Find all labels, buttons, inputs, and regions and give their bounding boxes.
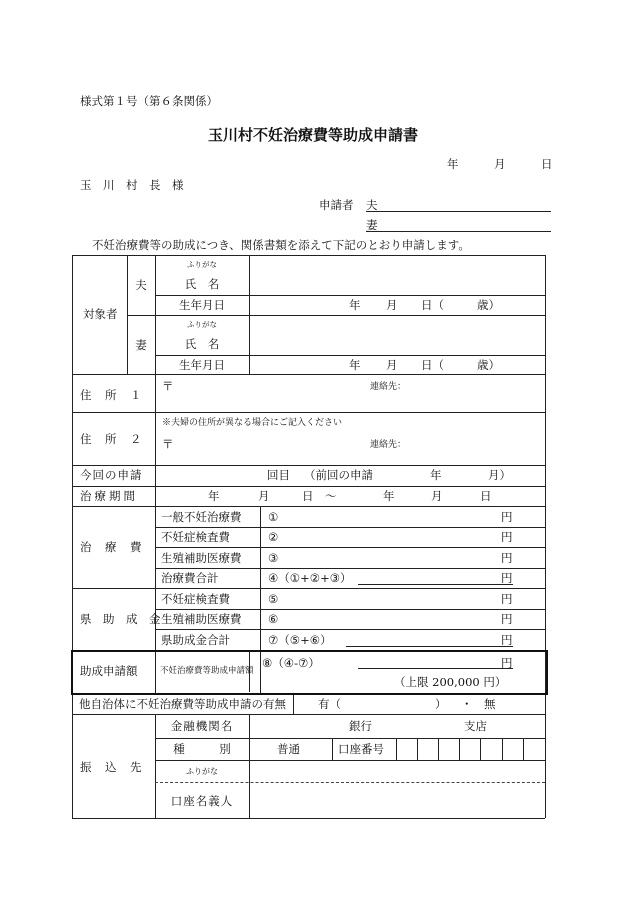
wife-name-label: 氏 名 [184,337,220,351]
subject-wife-label: 妻 [135,338,147,352]
bank-label: 振 込 先 [80,760,143,774]
period-start-year: 年 [208,489,220,503]
wife-dob-day: 日（ [421,358,444,372]
date-day-label: 日 [541,157,553,171]
grant-limit: （上限 200,000 円） [394,675,507,689]
date-month-label: 月 [494,157,506,171]
intro-text: 不妊治療費等の助成につき、関係書類を添えて下記のとおり申請します。 [92,238,470,252]
prefecture-row-yen: 円 [501,633,513,647]
prefecture-row-name: 生殖補助医療費 [161,612,242,626]
application-count-label: 今回の申請 [80,468,143,482]
treatment-row-num: ③ [268,551,279,565]
address2-contact: 連絡先： [370,440,407,450]
address1-contact: 連絡先： [370,382,407,392]
prefecture-total-field[interactable] [346,646,513,647]
prefecture-row-yen: 円 [501,612,513,626]
count-prev-year: 年 [430,468,442,482]
husband-age: 歳） [477,298,500,312]
grant-amount-field[interactable] [358,668,513,669]
other-no[interactable]: 無 [484,697,496,711]
treatment-row-name: 一般不妊治療費 [161,510,242,524]
wife-furigana-label: ふりがな [187,320,217,329]
bank-branch: 支店 [464,719,487,733]
husband-dob-day: 日（ [421,298,444,312]
bank-account-no-label: 口座番号 [338,742,384,756]
period-end-year: 年 [383,489,395,503]
period-start-day: 日 〜 [302,489,337,503]
address1-field[interactable] [176,376,366,410]
treatment-row-yen: 円 [501,510,513,524]
wife-age: 歳） [477,358,500,372]
applicant-wife-field[interactable] [366,231,551,232]
applicant-husband-label: 夫 [366,198,378,212]
bank-word: 銀行 [349,719,372,733]
period-label: 治療期間 [80,489,138,503]
prefecture-label: 県 助 成 金 [80,612,161,626]
address2-field[interactable] [176,432,366,462]
grant-label: 助成申請額 [80,664,138,678]
treatment-label: 治 療 費 [80,540,143,554]
grant-yen: 円 [501,656,513,670]
treatment-row-name: 生殖補助医療費 [161,551,242,565]
count-times: 回目 [267,468,290,482]
applicant-husband-field[interactable] [366,211,551,212]
applicant-wife-label: 妻 [366,218,378,232]
bank-type-regular[interactable]: 普通 [277,742,300,756]
bank-furigana-label: ふりがな [186,767,218,776]
treatment-row-yen: 円 [501,530,513,544]
treatment-row-name: 治療費合計 [161,571,219,585]
count-prev: （前回の申請 [304,468,373,482]
grant-sub-label: 不妊治療費等助成申請額 [160,666,254,676]
addressee: 玉 川 村 長 様 [80,178,184,192]
address1-label: 住 所 １ [80,388,143,402]
address2-label: 住 所 ２ [80,432,143,446]
address1-postal: 〒 [162,379,174,393]
other-yes[interactable]: 有（ [318,697,341,711]
period-end-day: 日 [480,489,492,503]
count-prev-month: 月） [488,468,511,482]
date-year-label: 年 [447,157,459,171]
page-title: 玉川村不妊治療費等助成申請書 [207,126,419,144]
other-close: ） [435,697,447,711]
period-start-month: 月 [258,489,270,503]
other-label: 他自治体に不妊治療費等助成申請の有無 [79,697,286,711]
prefecture-row-yen: 円 [501,592,513,606]
treatment-row-num: ② [268,530,279,544]
address2-note: ※夫婦の住所が異なる場合にご記入ください [162,418,343,428]
wife-dob-month: 月 [386,358,398,372]
bank-holder-label: 口座名義人 [170,794,234,808]
bank-holder-field[interactable] [250,783,544,817]
husband-name-label: 氏 名 [184,277,220,291]
prefecture-row-name: 県助成金合計 [161,633,230,647]
treatment-row-name: 不妊症検査費 [161,530,230,544]
husband-dob-year: 年 [349,298,361,312]
subject-husband-label: 夫 [135,278,147,292]
treatment-row-yen: 円 [501,551,513,565]
husband-furigana-label: ふりがな [187,260,217,269]
treatment-row-num: ① [268,510,279,524]
wife-dob-label: 生年月日 [179,358,225,372]
treatment-row-num: ④（①+②+③） [268,571,352,585]
form-number: 様式第１号（第６条関係） [80,94,218,108]
prefecture-row-name: 不妊症検査費 [161,592,230,606]
address2-postal: 〒 [162,437,174,451]
bank-institution-label: 金融機関名 [170,719,234,733]
treatment-row-yen: 円 [501,571,513,585]
prefecture-row-num: ⑦（⑤+⑥） [268,633,332,647]
applicant-label: 申請者 [319,198,354,212]
wife-name-field[interactable] [250,316,544,354]
husband-dob-month: 月 [386,298,398,312]
treatment-total-field[interactable] [358,584,513,585]
husband-name-field[interactable] [250,256,544,294]
prefecture-row-num: ⑥ [268,612,279,626]
grant-num: ⑧（④-⑦） [262,656,320,670]
prefecture-row-num: ⑤ [268,592,279,606]
wife-dob-year: 年 [349,358,361,372]
bank-type-label: 種 別 [173,742,231,756]
other-dot: ・ [461,697,473,711]
period-end-month: 月 [431,489,443,503]
subject-label: 対象者 [83,307,118,321]
husband-dob-label: 生年月日 [179,298,225,312]
